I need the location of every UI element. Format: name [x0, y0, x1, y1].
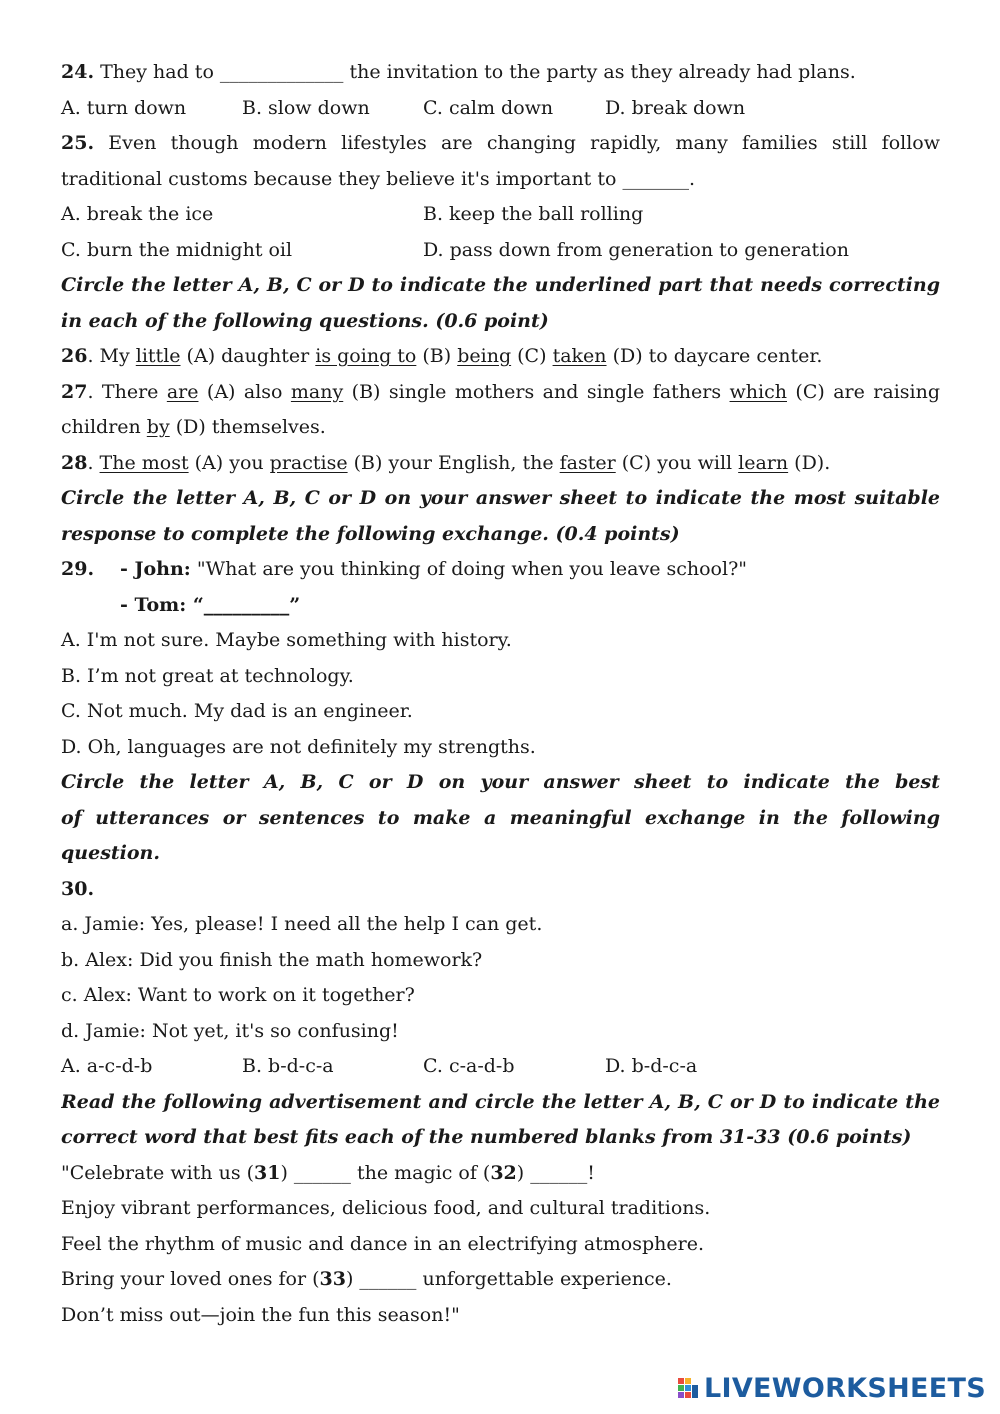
underlined-part-a[interactable]: little [135, 345, 181, 367]
question-number: 25. [61, 132, 95, 154]
ad-line-1 [61, 1156, 940, 1192]
instruction-error-identification-line2: in each of the following questions. (0.6 point) [61, 309, 549, 332]
question-27 [61, 375, 940, 411]
underlined-part-d[interactable]: learn [738, 451, 789, 474]
underlined-part-a[interactable]: are [166, 380, 199, 403]
underlined-part-d[interactable]: taken [552, 345, 607, 367]
worksheet-page [61, 55, 940, 1333]
text: children [61, 416, 147, 438]
text: (D) to daycare center. [606, 345, 823, 367]
option-a[interactable]: A. turn down [61, 96, 187, 119]
option-d[interactable]: D. Oh, languages are not definitely my strengths. [61, 735, 536, 758]
text: (C) you will [615, 451, 739, 474]
utterance-b: b. Alex: Did you finish the math homework? [61, 948, 483, 971]
option-c[interactable]: C. calm down [423, 96, 554, 119]
question-25-options-row1 [61, 197, 940, 233]
underlined-part-a[interactable]: The most [99, 451, 189, 474]
question-24-options [61, 91, 940, 127]
option-c[interactable]: C. c-a-d-b [423, 1055, 515, 1077]
liveworksheets-logo [678, 1374, 986, 1402]
option-c[interactable]: C. Not much. My dad is an engineer. [61, 700, 413, 722]
liveworksheets-mark-icon [678, 1376, 700, 1400]
dialogue-text: "What are you thinking of doing when you leave school?" [190, 558, 747, 580]
utterance-d: d. Jamie: Not yet, it's so confusing! [61, 1019, 399, 1042]
text: (B) [416, 345, 458, 367]
option-d[interactable]: D. break down [605, 96, 746, 119]
text: . My [87, 345, 136, 367]
instruction-error-identification: Circle the letter A, B, C or D to indicate the underlined part that needs correcting [61, 274, 940, 296]
option-b[interactable]: B. slow down [242, 96, 370, 119]
option-a[interactable]: A. I'm not sure. Maybe something with history. [61, 629, 512, 651]
instruction-arrangement-line3: question. [61, 842, 160, 864]
question-25 [61, 126, 940, 162]
instruction-advertisement-line2: correct word that best fits each of the numbered blanks from 31-33 (0.6 points) [61, 1126, 912, 1148]
option-c[interactable]: C. burn the midnight oil [61, 238, 293, 261]
question-24 [61, 55, 940, 91]
question-26 [61, 339, 940, 375]
text: ) ______ the magic of ( [280, 1161, 491, 1184]
text: (A) also [198, 380, 291, 403]
underlined-part-c[interactable]: being [457, 345, 512, 367]
blank-number-32: 32 [490, 1161, 517, 1184]
underlined-part-c[interactable]: faster [559, 451, 616, 474]
text: (D). [788, 451, 831, 474]
question-stem-line2: traditional customs because they believe it's important to _______. [61, 167, 696, 190]
ad-line-2: Enjoy vibrant performances, delicious food, and cultural traditions. [61, 1197, 711, 1219]
text: . There [87, 380, 167, 403]
question-number: 26 [61, 345, 88, 367]
text: "Celebrate with us ( [61, 1161, 255, 1184]
question-29-john [61, 552, 940, 588]
instruction-response: Circle the letter A, B, C or D on your answer sheet to indicate the most suitable [61, 487, 940, 509]
instruction-arrangement: Circle the letter A, B, C or D on your answer sheet to indicate the best [61, 771, 940, 793]
blank-number-33: 33 [319, 1268, 346, 1290]
instruction-response-line2: response to complete the following exchange. (0.4 points) [61, 522, 680, 545]
ad-line-5: Don’t miss out—join the fun this season!" [61, 1303, 460, 1326]
text: (A) daughter [180, 345, 316, 367]
instruction-advertisement: Read the following advertisement and circle the letter A, B, C or D to indicate the [61, 1090, 940, 1113]
option-b[interactable]: B. I’m not great at technology. [61, 664, 354, 687]
option-b[interactable]: B. keep the ball rolling [423, 203, 644, 225]
question-25-line2 [61, 162, 940, 198]
question-25-options-row2 [61, 233, 940, 269]
question-27-line2 [61, 410, 940, 446]
question-stem: They had to _____________ the invitation to the party as they already had plans. [100, 61, 856, 83]
ad-line-4 [61, 1262, 940, 1298]
underlined-part-c[interactable]: which [729, 380, 787, 403]
option-d[interactable]: D. b-d-c-a [605, 1055, 698, 1077]
underlined-part-b[interactable]: many [290, 380, 344, 403]
text: (C) [511, 345, 553, 367]
question-number: 28 [61, 451, 88, 474]
underlined-part-b[interactable]: practise [269, 451, 348, 474]
question-number: 29. [61, 558, 95, 580]
question-28 [61, 446, 940, 482]
question-29-tom [61, 588, 940, 624]
text: ) ______! [516, 1161, 595, 1184]
instruction-arrangement-line2: of utterances or sentences to make a meaningful exchange in the following [61, 806, 940, 829]
text: (C) are raising [787, 380, 940, 403]
option-a[interactable]: A. break the ice [61, 203, 214, 225]
option-a[interactable]: A. a-c-d-b [61, 1055, 153, 1077]
logo-text: LIVEWORKSHEETS [703, 1372, 986, 1404]
ad-line-3: Feel the rhythm of music and dance in an electrifying atmosphere. [61, 1232, 704, 1255]
underlined-part-b[interactable]: is going to [315, 345, 417, 367]
text: (D) themselves. [169, 416, 326, 438]
option-b[interactable]: B. b-d-c-a [242, 1055, 334, 1077]
question-number: 30. [61, 877, 95, 900]
question-number: 27 [61, 380, 88, 403]
speaker-label: - Tom: “_________” [120, 593, 301, 616]
text: . [87, 451, 100, 474]
text: (B) single mothers and single fathers [343, 380, 730, 403]
option-d[interactable]: D. pass down from generation to generation [423, 238, 849, 261]
speaker-label: - John: [120, 558, 191, 580]
utterance-c: c. Alex: Want to work on it together? [61, 984, 415, 1006]
underlined-part-d[interactable]: by [146, 416, 170, 438]
text: ) ______ unforgettable experience. [345, 1268, 672, 1290]
question-stem-line1: Even though modern lifestyles are changing rapidly, many families still follow [108, 132, 940, 154]
utterance-a: a. Jamie: Yes, please! I need all the help I can get. [61, 913, 543, 935]
question-number: 24. [61, 61, 95, 83]
question-30-options [61, 1049, 940, 1085]
dialogue-john [120, 552, 747, 588]
text: (A) you [188, 451, 270, 474]
blank-number-31: 31 [254, 1161, 281, 1184]
text: (B) your English, the [347, 451, 560, 474]
text: Bring your loved ones for ( [61, 1268, 320, 1290]
